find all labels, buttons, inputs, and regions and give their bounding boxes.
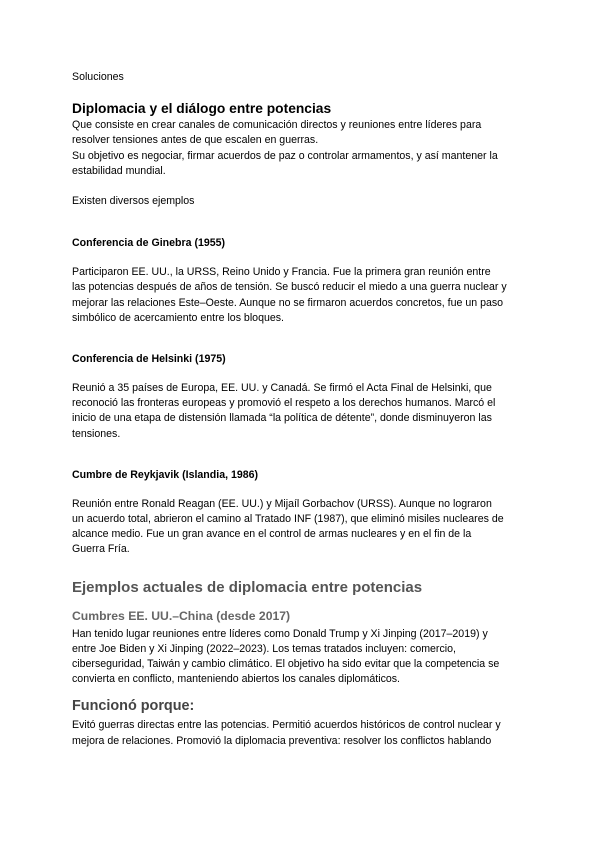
document-page: [72, 70, 532, 749]
example-title-ginebra: Conferencia de Ginebra (1955): [72, 237, 226, 250]
why-body: Evitó guerras directas entre las potencias. Permitió acuerdos históricos de control nuclear y mejora de relaciones. Promovió la diplomacia preventiva: resolver los conflictos hablando: [72, 719, 501, 747]
current-examples-body: Han tenido lugar reuniones entre líderes como Donald Trump y Xi Jinping (2017–2019) y entre Joe Biden y Xi Jinping (2022–2023). Los temas tratados incluyen: comercio, ciberseguridad, Taiwán y cambio climático. El objetivo ha sido evitar que la competencia se convierta en conflicto, manteniendo abiertos los canales diplomáticos.: [72, 627, 500, 686]
example-body-helsinki: Reunió a 35 países de Europa, EE. UU. y Canadá. Se firmó el Acta Final de Helsinki, que reconoció las fronteras europeas y promovió el respeto a los derechos humanos. Marcó el inicio de una etapa de distensión llamada “la política de détente”, donde disminuyeron las tensiones.: [72, 382, 496, 440]
current-examples-heading: Ejemplos actuales de diplomacia entre potencias: [72, 578, 423, 596]
current-examples-subheading: Cumbres EE. UU.–China (desde 2017): [72, 608, 291, 623]
main-title: Diplomacia y el diálogo entre potencias: [72, 101, 332, 117]
example-body-reykjavik: Reunión entre Ronald Reagan (EE. UU.) y Mijaíl Gorbachov (URSS). Aunque no lograron un acuerdo total, abrieron el camino al Tratado INF (1987), que eliminó misiles nucleares de alcance medio. Fue un gran avance en el control de armas nucleares y en el fin de la Guerra Fría.: [72, 497, 504, 556]
example-body-ginebra: Participaron EE. UU., la URSS, Reino Unido y Francia. Fue la primera gran reunión entre las potencias después de años de tensión. Se buscó reducir el miedo a una guerra nuclear y mejorar las relaciones Este–Oeste. Aunque no se firmaron acuerdos concretos, fue un paso simbólico de acercamiento entre los bloques.: [72, 266, 507, 324]
example-title-helsinki: Conferencia de Helsinki (1975): [72, 353, 226, 366]
why-heading: Funcionó porque:: [72, 698, 195, 715]
example-title-reykjavik: Cumbre de Reykjavik (Islandia, 1986): [72, 468, 259, 481]
intro-paragraph: Que consiste en crear canales de comunicación directos y reuniones entre líderes para resolver tensiones antes de que escalen en guerras. Su objetivo es negociar, firmar acuerdos de paz o controlar armamentos, y así mantener la estabilidad mundial.: [72, 119, 498, 177]
intro-examples-line: Existen diversos ejemplos: [72, 195, 195, 208]
section-label: Soluciones: [72, 71, 124, 83]
